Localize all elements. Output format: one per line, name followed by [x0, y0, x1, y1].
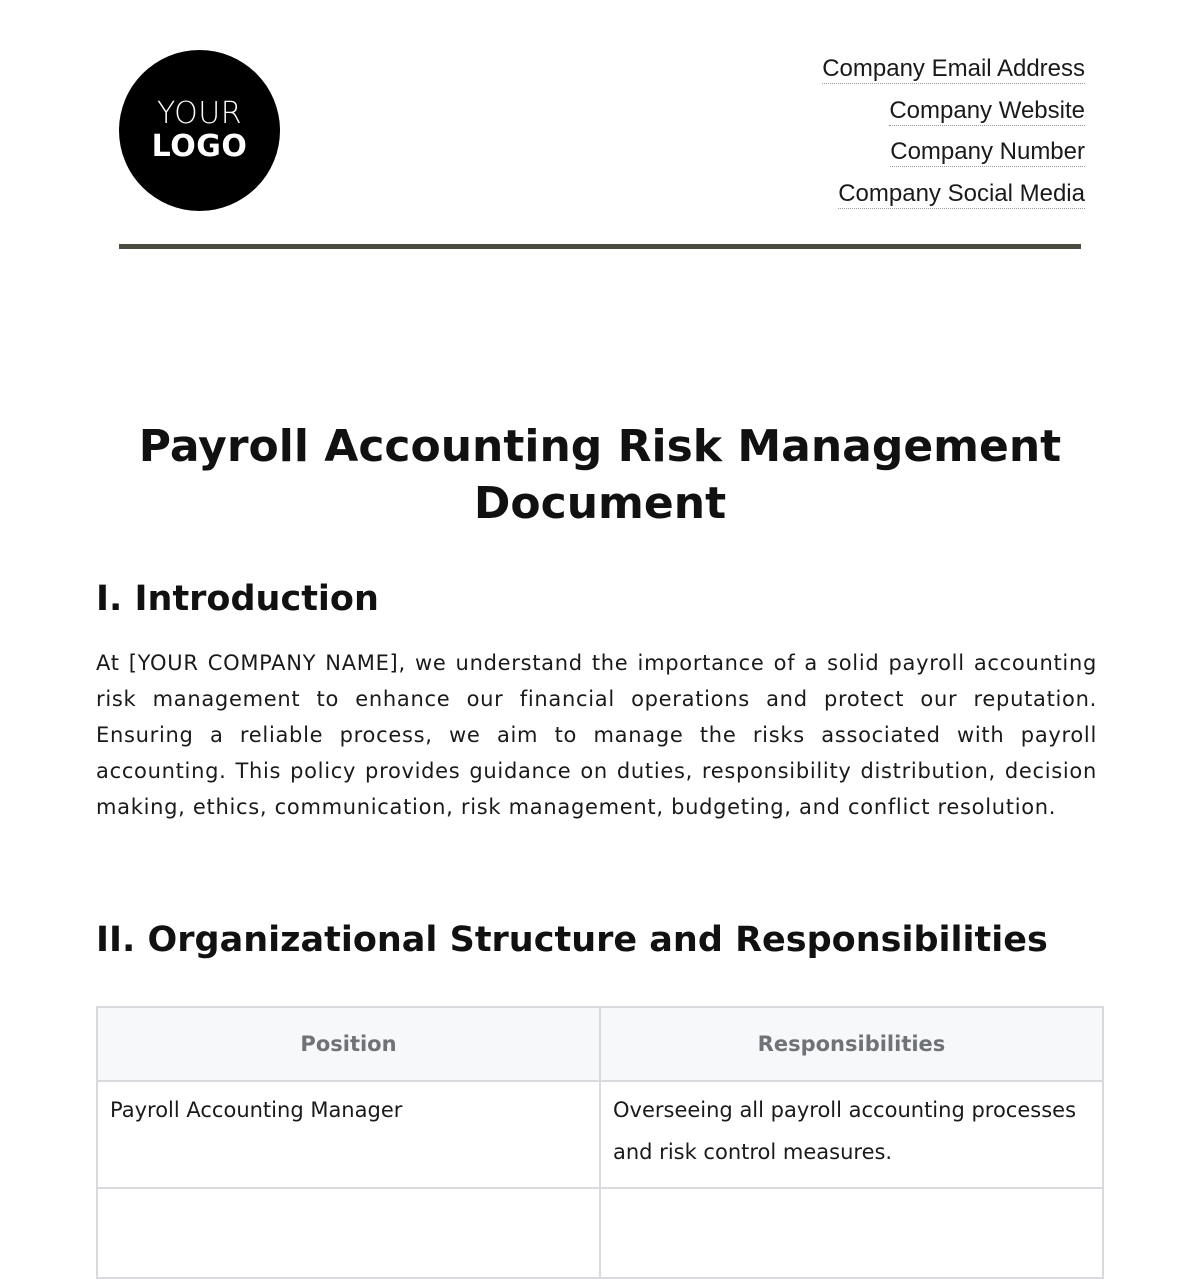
- responsibilities-cell: [600, 1081, 1103, 1188]
- responsibilities-table: [96, 1006, 1104, 1279]
- responsibilities-cell-empty: [600, 1188, 1103, 1278]
- section-introduction-heading: I. Introduction: [96, 579, 379, 619]
- logo-line-2: LOGO: [151, 129, 248, 164]
- company-email[interactable]: Company Email Address: [822, 55, 1085, 82]
- table-header-row: [97, 1007, 1103, 1081]
- table-row: [97, 1188, 1103, 1278]
- company-social-media[interactable]: Company Social Media: [838, 179, 1085, 207]
- logo-line-1: YOUR: [156, 96, 243, 131]
- table-row: [97, 1081, 1103, 1188]
- position-text: Payroll Accounting Manager: [110, 1098, 403, 1122]
- column-header-responsibilities: Responsibilities: [600, 1007, 1103, 1081]
- responsibilities-text: Overseeing all payroll accounting processes and risk control measures.: [613, 1098, 1077, 1164]
- company-website[interactable]: Company Website: [889, 96, 1085, 124]
- section-structure-heading: II. Organizational Structure and Responsibilities: [96, 920, 1048, 960]
- document-title: Payroll Accounting Risk Management Document: [138, 421, 1062, 529]
- header-divider: [119, 244, 1081, 249]
- position-cell: [97, 1081, 600, 1188]
- company-number[interactable]: Company Number: [890, 138, 1085, 165]
- column-header-position: Position: [97, 1007, 600, 1081]
- introduction-paragraph: At [YOUR COMPANY NAME], we understand the importance of a solid payroll accounting risk management to enhance our financial operations and protect our reputation. Ensuring a reliable process, we aim to manage the risks associated with payroll accounting. This policy provides guidance on duties, responsibility distribution, decision making, ethics, communication, risk management, budgeting, and conflict resolution.: [96, 651, 1097, 819]
- company-logo: [119, 50, 280, 211]
- contact-block: [822, 55, 1085, 221]
- position-cell-empty: [97, 1188, 600, 1278]
